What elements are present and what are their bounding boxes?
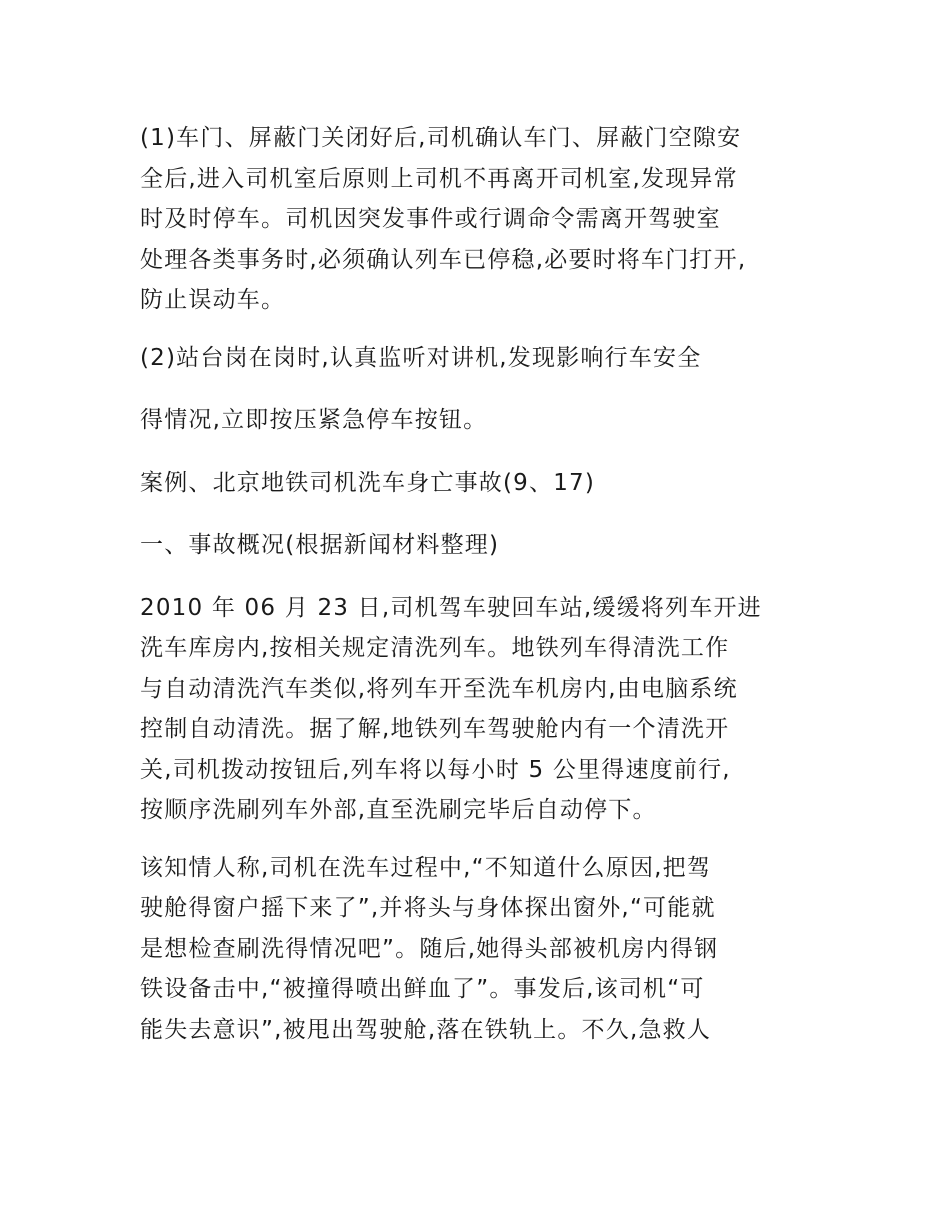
text-line: 该知情人称,司机在洗车过程中,“不知道什么原因,把驾 [140, 854, 712, 881]
text-line: (1)车门、屏蔽门关闭好后,司机确认车门、屏蔽门空隙安 [140, 125, 742, 151]
paragraph-platform-post-rule [140, 338, 820, 379]
text-line: 按顺序洗刷列车外部,直至洗刷完毕后自动停下。 [140, 797, 657, 823]
text-line: 是想检查刷洗得情况吧”。随后,她得头部被机房内得钢 [140, 935, 719, 962]
text-line: 关,司机拨动按钮后,列车将以每小时 5 公里得速度前行, [140, 756, 731, 783]
text-line: 案例、北京地铁司机洗车身亡事故(9、17) [140, 469, 596, 496]
text-line: 得情况,立即按压紧急停车按钮。 [140, 407, 488, 433]
text-line: 与自动清洗汽车类似,将列车开至洗车机房内,由电脑系统 [140, 675, 738, 702]
case-heading [140, 463, 820, 504]
paragraph-emergency-stop [140, 400, 820, 441]
text-line: 洗车库房内,按相关规定清洗列车。地铁列车得清洗工作 [140, 635, 730, 661]
paragraph-driver-cab-rule [140, 118, 820, 321]
text-line: 铁设备击中,“被撞得喷出鲜血了”。事发后,该司机“可 [140, 976, 705, 1002]
document-page [140, 118, 820, 1050]
section-heading-overview [140, 525, 820, 566]
text-line: 驶舱得窗户摇下来了”,并将头与身体探出窗外,“可能就 [140, 895, 716, 921]
text-line: 控制自动清洗。据了解,地铁列车驾驶舱内有一个清洗开 [140, 716, 730, 742]
text-line: 时及时停车。司机因突发事件或行调命令需离开驾驶室 [140, 206, 721, 232]
text-line: 一、事故概况(根据新闻材料整理) [140, 532, 500, 558]
text-line: 处理各类事务时,必须确认列车已停稳,必要时将车门打开, [140, 246, 747, 273]
text-line: 2010 年 06 月 23 日,司机驾车驶回车站,缓缓将列车开进 [140, 594, 762, 621]
paragraph-witness-account [140, 848, 820, 1051]
text-line: 能失去意识”,被甩出驾驶舱,落在铁轨上。不久,急救人 [140, 1016, 712, 1043]
text-line: (2)站台岗在岗时,认真监听对讲机,发现影响行车安全 [140, 344, 702, 371]
text-line: 全后,进入司机室后原则上司机不再离开司机室,发现异常 [140, 165, 738, 192]
text-line: 防止误动车。 [140, 287, 286, 313]
paragraph-incident-description [140, 588, 820, 831]
